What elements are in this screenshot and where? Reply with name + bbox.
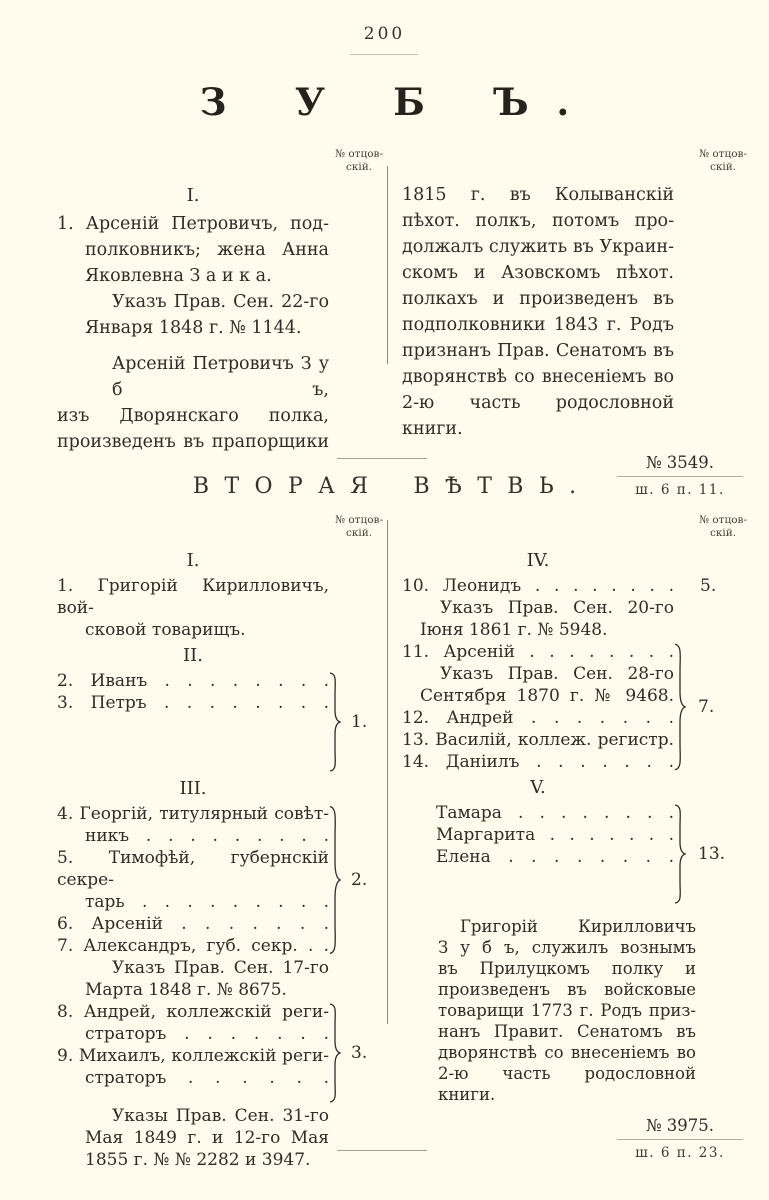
column-header — [699, 514, 747, 540]
sibling-group — [402, 641, 747, 773]
text-line: дворянствѣ со внесеніемъ во — [402, 367, 674, 387]
column-header-line: № отцов- — [699, 148, 747, 160]
father-number: 3. — [351, 1043, 368, 1063]
left-column — [57, 148, 387, 498]
text-line: товарищи 1773 г. Родъ приз- — [438, 1001, 696, 1020]
text-line: подполковники 1843 г. Родъ — [402, 315, 674, 335]
case-number: № 3549. — [617, 452, 743, 477]
entry-line: 13. Василій, коллеж. регистр. — [402, 730, 674, 750]
entry-line: страторъ . . . . . . . — [85, 1024, 329, 1044]
column-header — [335, 148, 383, 174]
father-number: 7. — [698, 697, 715, 717]
column-divider — [387, 520, 388, 1024]
entry-line: 3. Петръ . . . . . . . . — [57, 693, 329, 713]
entry-line: тарь . . . . . . . . . — [85, 892, 329, 912]
column-header-line: скій. — [345, 161, 373, 173]
column-header-line: скій. — [345, 527, 373, 539]
text-line: 2-ю часть родословной книги. — [402, 393, 674, 439]
entry-line: 10. Леонидъ . . . . . . . . — [402, 576, 674, 596]
entry-line: 2. Иванъ . . . . . . . . — [57, 671, 329, 691]
left-column — [57, 514, 387, 1171]
entry-line: 4. Георгій, титулярный совѣт- — [57, 804, 329, 824]
entry-line: Елена . . . . . . . . — [436, 847, 674, 867]
entry-line: 1. Григорій Кирилловичъ, вой- — [57, 576, 329, 618]
roman-numeral-heading: V. — [530, 777, 546, 798]
decree-line: 1855 г. № № 2282 и 3947. — [85, 1150, 311, 1170]
entry-line: Яковлевна З а и к а. — [85, 266, 272, 286]
column-header-line: № отцов- — [699, 514, 747, 526]
page-title: З У Б Ъ. — [199, 80, 597, 124]
text-line: Арсеній Петровичъ З у б ъ, — [112, 354, 329, 400]
text-line: произведенъ въ прапорщики — [57, 432, 329, 452]
entry-row — [402, 575, 747, 597]
text-line: произведенъ въ войсковые — [438, 980, 696, 999]
entry-line: 8. Андрей, коллежскій реги- — [57, 1002, 329, 1022]
sibling-group — [57, 803, 387, 957]
column-header-line: скій. — [709, 161, 737, 173]
column-header — [699, 148, 747, 174]
entry-line: сковой товарищъ. — [85, 620, 246, 640]
decree-line: Мая 1849 г. и 12-го Мая — [85, 1128, 329, 1148]
roman-numeral-heading: IV. — [526, 550, 550, 571]
roman-numeral-heading: I. — [186, 550, 200, 571]
summary-paragraph — [438, 916, 696, 1105]
text-line: изъ Дворянскаго полка, — [57, 406, 329, 426]
text-line: дворянствѣ со внесеніемъ во — [438, 1043, 696, 1062]
right-column — [402, 514, 747, 1171]
column-header — [335, 514, 383, 540]
roman-numeral-heading: II. — [183, 645, 203, 666]
text-line: скомъ и Азовскомъ пѣхот. — [402, 263, 674, 283]
text-line: въ Прилуцкомъ полку и — [438, 959, 696, 978]
sibling-group — [57, 670, 387, 774]
entry-line: 11. Арсеній . . . . . . . . — [402, 642, 674, 662]
decree-line: Указъ Прав. Сен. 20-го — [440, 598, 674, 618]
father-number: 13. — [698, 844, 726, 864]
entry-line: Маргарита . . . . . . . — [436, 825, 674, 845]
column-header-line: № отцов- — [335, 148, 383, 160]
text-line: 1815 г. въ Колыванскій — [402, 185, 674, 205]
sibling-group — [402, 802, 747, 906]
text-line: пѣхот. полкъ, потомъ про- — [402, 211, 674, 231]
entry-line: 6. Арсеній . . . . . . . — [57, 914, 329, 934]
text-line: Григорій Кирилловичъ — [460, 917, 696, 936]
decree-line: Іюня 1861 г. № 5948. — [420, 620, 608, 640]
page-number-rule — [350, 54, 418, 55]
section-divider — [337, 458, 427, 459]
right-column — [402, 148, 747, 498]
decree-line: Указъ Прав. Сен. 22-го — [112, 292, 329, 312]
sibling-group — [57, 1001, 387, 1105]
column-divider — [387, 166, 388, 364]
decree-line: Сентября 1870 г. № 9468. — [420, 686, 674, 706]
father-number: 5. — [700, 576, 717, 596]
decree-line: Указы Прав. Сен. 31-го — [112, 1106, 329, 1126]
entry-line: 14. Даніилъ . . . . . . . — [402, 752, 674, 772]
roman-numeral-heading: I. — [186, 185, 200, 206]
text-line: 2-ю часть родословной книги. — [438, 1064, 696, 1104]
group-brace — [329, 803, 343, 957]
entry-line: страторъ . . . . . . — [85, 1068, 329, 1088]
entry-line: 7. Александръ, губ. секр. . . — [57, 936, 329, 956]
group-brace — [329, 1001, 343, 1105]
roman-numeral-heading: III. — [179, 778, 207, 799]
entry-line: полковникъ; жена Анна — [85, 240, 329, 260]
text-line: нанъ Правит. Сенатомъ въ — [438, 1022, 696, 1041]
shelf-mark: ш. 6 п. 11. — [635, 482, 725, 498]
entry-line: Тамара . . . . . . . . — [436, 803, 674, 823]
entry-line: 9. Михаилъ, коллежскій реги- — [57, 1046, 329, 1066]
column-header-line: скій. — [709, 527, 737, 539]
text-line: должалъ служить въ Украин- — [402, 237, 674, 257]
decree-line: Указъ Прав. Сен. 28-го — [440, 664, 674, 684]
entry-line: 5. Тимофѣй, губернскій секре- — [57, 848, 329, 890]
decree-line: Указъ Прав. Сен. 17-го — [112, 958, 329, 978]
entry-line: 12. Андрей . . . . . . . — [402, 708, 674, 728]
column-header-line: № отцов- — [335, 514, 383, 526]
text-line: признанъ Прав. Сенатомъ въ — [402, 341, 674, 361]
group-brace — [329, 670, 343, 774]
case-number: № 3975. — [617, 1115, 743, 1140]
branch-one-section — [57, 148, 747, 498]
reference-block — [617, 1115, 743, 1161]
branch-heading: ВТОРАЯ ВѢТВЬ. — [192, 474, 592, 499]
shelf-mark: ш. 6 п. 23. — [635, 1145, 725, 1161]
father-number: 2. — [351, 870, 368, 890]
page-number: 200 — [363, 24, 406, 44]
branch-two-section — [57, 514, 747, 1171]
entry-line: никъ . . . . . . . . . — [85, 826, 329, 846]
text-line: полкахъ и произведенъ въ — [402, 289, 674, 309]
entry-line: 1. Арсеній Петровичъ, под- — [57, 214, 329, 234]
text-line: З у б ъ, служилъ вознымъ — [438, 938, 696, 957]
father-number: 1. — [351, 712, 368, 732]
group-brace — [674, 641, 688, 773]
decree-line: Января 1848 г. № 1144. — [85, 318, 302, 338]
decree-line: Марта 1848 г. № 8675. — [85, 980, 287, 1000]
bottom-divider — [337, 1150, 427, 1151]
group-brace — [674, 802, 688, 906]
